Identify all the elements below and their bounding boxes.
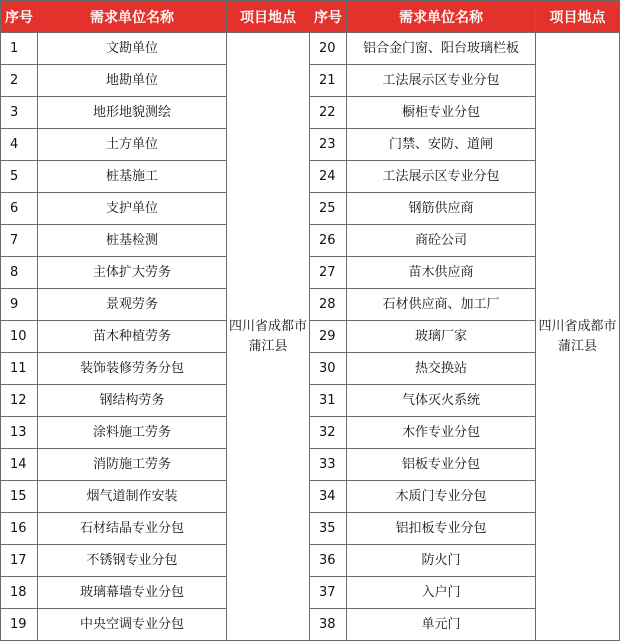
location-cell-right: 四川省成都市蒲江县 [536,33,620,641]
row-index-2: 34 [310,481,347,513]
table-row [1,481,620,513]
header-index-2: 序号 [310,1,347,33]
row-index: 7 [1,225,38,257]
row-index-2: 21 [310,65,347,97]
row-unit-name-2: 玻璃厂家 [347,321,536,353]
row-index: 15 [1,481,38,513]
row-index-2: 25 [310,193,347,225]
row-index: 12 [1,385,38,417]
location-cell-left: 四川省成都市蒲江县 [227,33,310,641]
row-unit-name: 文勘单位 [38,33,227,65]
table-row [1,65,620,97]
table-row [1,353,620,385]
row-unit-name: 土方单位 [38,129,227,161]
header-index: 序号 [1,1,38,33]
row-unit-name: 玻璃幕墙专业分包 [38,577,227,609]
row-index: 13 [1,417,38,449]
row-index-2: 20 [310,33,347,65]
row-index: 9 [1,289,38,321]
row-unit-name: 桩基检测 [38,225,227,257]
row-unit-name: 桩基施工 [38,161,227,193]
header-row [1,1,620,33]
row-unit-name-2: 商砼公司 [347,225,536,257]
row-index-2: 24 [310,161,347,193]
table-row [1,513,620,545]
table-row [1,193,620,225]
row-unit-name: 景观劳务 [38,289,227,321]
row-index-2: 26 [310,225,347,257]
table-row [1,385,620,417]
header-unit-name-2: 需求单位名称 [347,1,536,33]
row-unit-name-2: 石材供应商、加工厂 [347,289,536,321]
header-location-2: 项目地点 [536,1,620,33]
row-index-2: 37 [310,577,347,609]
row-unit-name-2: 橱柜专业分包 [347,97,536,129]
table-row [1,161,620,193]
header-unit-name: 需求单位名称 [38,1,227,33]
table-row [1,225,620,257]
row-index-2: 33 [310,449,347,481]
row-unit-name: 主体扩大劳务 [38,257,227,289]
row-index: 19 [1,609,38,641]
row-index-2: 23 [310,129,347,161]
row-unit-name: 地形地貌测绘 [38,97,227,129]
row-unit-name-2: 工法展示区专业分包 [347,65,536,97]
table-row [1,257,620,289]
row-index: 6 [1,193,38,225]
row-unit-name-2: 铝合金门窗、阳台玻璃栏板 [347,33,536,65]
row-unit-name-2: 热交换站 [347,353,536,385]
row-unit-name-2: 防火门 [347,545,536,577]
row-index: 14 [1,449,38,481]
table-row [1,321,620,353]
row-unit-name: 消防施工劳务 [38,449,227,481]
table-row [1,449,620,481]
row-index: 17 [1,545,38,577]
row-index-2: 28 [310,289,347,321]
row-index: 18 [1,577,38,609]
table-row [1,577,620,609]
row-unit-name-2: 铝扣板专业分包 [347,513,536,545]
row-unit-name-2: 苗木供应商 [347,257,536,289]
row-index-2: 22 [310,97,347,129]
table-row [1,545,620,577]
row-unit-name: 钢结构劳务 [38,385,227,417]
row-index: 1 [1,33,38,65]
header-location: 项目地点 [227,1,310,33]
table-row [1,129,620,161]
row-unit-name: 支护单位 [38,193,227,225]
row-unit-name-2: 钢筋供应商 [347,193,536,225]
row-unit-name: 中央空调专业分包 [38,609,227,641]
row-index-2: 35 [310,513,347,545]
table-row [1,609,620,641]
row-unit-name: 地勘单位 [38,65,227,97]
row-unit-name: 涂料施工劳务 [38,417,227,449]
row-index: 16 [1,513,38,545]
table-body [1,33,620,641]
row-index-2: 27 [310,257,347,289]
row-index: 2 [1,65,38,97]
row-unit-name-2: 铝板专业分包 [347,449,536,481]
row-index-2: 32 [310,417,347,449]
row-index-2: 30 [310,353,347,385]
row-unit-name-2: 气体灭火系统 [347,385,536,417]
row-unit-name-2: 木质门专业分包 [347,481,536,513]
table-row [1,97,620,129]
table-row [1,417,620,449]
row-unit-name: 石材结晶专业分包 [38,513,227,545]
row-unit-name-2: 单元门 [347,609,536,641]
row-index-2: 31 [310,385,347,417]
row-unit-name-2: 木作专业分包 [347,417,536,449]
table-row [1,33,620,65]
row-index-2: 29 [310,321,347,353]
row-unit-name-2: 工法展示区专业分包 [347,161,536,193]
row-index: 10 [1,321,38,353]
row-index: 4 [1,129,38,161]
row-unit-name: 苗木种植劳务 [38,321,227,353]
table-row [1,289,620,321]
row-index: 8 [1,257,38,289]
row-unit-name-2: 门禁、安防、道闸 [347,129,536,161]
row-index-2: 38 [310,609,347,641]
row-index: 5 [1,161,38,193]
row-unit-name: 装饰装修劳务分包 [38,353,227,385]
row-unit-name: 烟气道制作安装 [38,481,227,513]
row-index: 3 [1,97,38,129]
row-index: 11 [1,353,38,385]
row-unit-name: 不锈钢专业分包 [38,545,227,577]
row-unit-name-2: 入户门 [347,577,536,609]
row-index-2: 36 [310,545,347,577]
